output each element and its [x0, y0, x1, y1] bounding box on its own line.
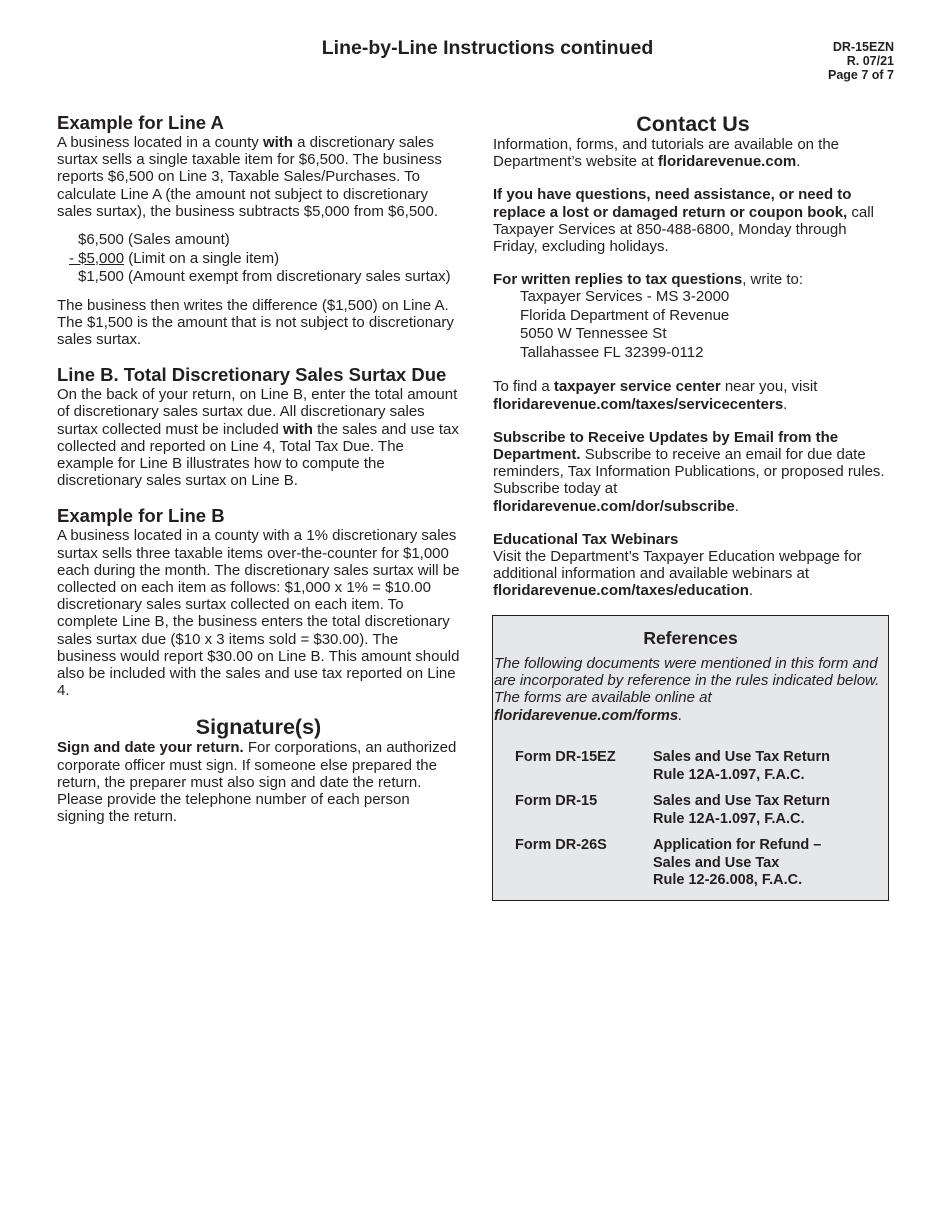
page-number: Page 7 of 7 — [828, 68, 894, 82]
references-intro: The following documents were mentioned in this form and are incorporated by reference in the rules indicated below. The forms are available online at floridarevenue.com/forms. — [494, 655, 880, 724]
example-line-a-section — [57, 112, 460, 348]
forms-link[interactable]: floridarevenue.com/forms — [494, 706, 679, 724]
left-column — [57, 112, 460, 825]
subscribe-link[interactable]: floridarevenue.com/dor/subscribe — [493, 497, 735, 515]
signatures-text: Sign and date your return. For corporations, an authorized corporate officer must sign. If someone else prepared the return, the preparer must also sign and date the return. Please provide the telephone number of each person signing the return. — [57, 739, 457, 826]
reference-row — [515, 837, 830, 890]
contact-heading: Contact Us — [636, 112, 750, 136]
mailing-address — [493, 288, 893, 362]
line-a-calculation — [57, 231, 460, 287]
reference-row — [515, 749, 830, 784]
references-box — [492, 615, 889, 901]
example-line-b-section — [57, 505, 460, 699]
right-column — [493, 112, 893, 600]
calc-limit: - $5,000 (Limit on a single item) — [69, 249, 280, 267]
reference-form: Form DR-26S — [515, 837, 607, 853]
line-b-heading: Line B. Total Discretionary Sales Surtax Due — [57, 364, 447, 386]
webinars-text: Visit the Department’s Taxpayer Education webpage for additional information and available webinars at floridarevenue.com/taxes/education. — [493, 548, 862, 600]
webinars-heading: Educational Tax Webinars — [493, 530, 679, 548]
subscribe-text: Subscribe to Receive Updates by Email from the Department. Subscribe to receive an email for due date reminders, Tax Information Publications, or proposed rules. Subscribe today at floridarevenue.com/dor/subscribe. — [493, 428, 885, 515]
example-line-a-conclusion: The business then writes the difference ($1,500) on Line A. The $1,500 is the amount that is not subject to discretionary sales surtax. — [57, 296, 454, 348]
form-number: DR-15EZN — [832, 40, 894, 54]
reference-form: Form DR-15EZ — [515, 749, 616, 765]
address-line: 5050 W Tennessee St — [520, 325, 667, 343]
calc-exempt-amount: $1,500 (Amount exempt from discretionary sales surtax) — [78, 268, 451, 286]
example-line-a-heading: Example for Line A — [57, 112, 224, 133]
service-centers-link[interactable]: floridarevenue.com/taxes/servicecenters — [493, 395, 784, 413]
address-line: Tallahassee FL 32399-0112 — [520, 343, 704, 361]
references-heading: References — [643, 628, 738, 648]
reference-description: Sales and Use Tax Return Rule 12A-1.097, F.A.C. — [653, 793, 831, 827]
contact-phone-text: If you have questions, need assistance, or need to replace a lost or damaged return or coupon book, call Taxpayer Services at 850-488-6800, Monday through Friday, excluding holidays. — [493, 186, 874, 256]
line-b-text: On the back of your return, on Line B, enter the total amount of discretionary sales surtax due. All discretionary sales surtax collected must be included with the sales and use tax collected and reported on Line 4, Total Tax Due. The example for Line B illustrates how to compute the discretionary sales surtax on Line B. — [57, 386, 459, 490]
references-table — [515, 749, 830, 899]
example-line-b-heading: Example for Line B — [57, 505, 225, 527]
address-line: Florida Department of Revenue — [520, 306, 730, 324]
line-b-section — [57, 364, 460, 489]
contact-website-text: Information, forms, and tutorials are available on the Department’s website at floridarevenue.com. — [493, 136, 840, 171]
signatures-section — [57, 715, 460, 825]
calc-sales-amount: $6,500 (Sales amount) — [78, 231, 230, 249]
service-center-text: To find a taxpayer service center near you, visit floridarevenue.com/taxes/servicecenters. — [493, 378, 818, 413]
contact-section — [493, 112, 893, 600]
example-line-a-text: A business located in a county with a discretionary sales surtax sells a single taxable item for $6,500. The business reports $6,500 on Line 3, Taxable Sales/Purchases. To calculate Line A (the amount not subject to discretionary sales surtax), the business subtracts $5,000 from $6,500. — [57, 134, 442, 220]
signatures-heading: Signature(s) — [195, 715, 322, 740]
form-identifier — [828, 40, 894, 82]
reference-description: Application for Refund – Sales and Use Tax Rule 12-26.008, F.A.C. — [653, 837, 822, 888]
written-replies-text: For written replies to tax questions, write to: — [493, 271, 804, 289]
reference-form: Form DR-15 — [515, 793, 598, 809]
revision-date: R. 07/21 — [846, 54, 894, 68]
website-link[interactable]: floridarevenue.com — [657, 153, 797, 171]
address-line: Taxpayer Services - MS 3-2000 — [520, 288, 730, 306]
example-line-b-text: A business located in a county with a 1% discretionary sales surtax sells three taxable items over-the-counter for $1,000 each during the month. The discretionary sales surtax will be collected on each item as follows: $1,000 x 1% = $10.00 discretionary sales surtax collected on each item. To complete Line B, the business enters the total discretionary sales surtax due ($10 x 3 items sold = $30.00). The business would report $30.00 on Line B. This amount should also be included with the sales and use tax reported on Line 4. — [57, 527, 460, 700]
education-link[interactable]: floridarevenue.com/taxes/education — [493, 582, 749, 600]
page-title: Line-by-Line Instructions continued — [321, 37, 654, 59]
reference-description: Sales and Use Tax Return Rule 12A-1.097, F.A.C. — [653, 749, 831, 783]
reference-row — [515, 793, 830, 828]
